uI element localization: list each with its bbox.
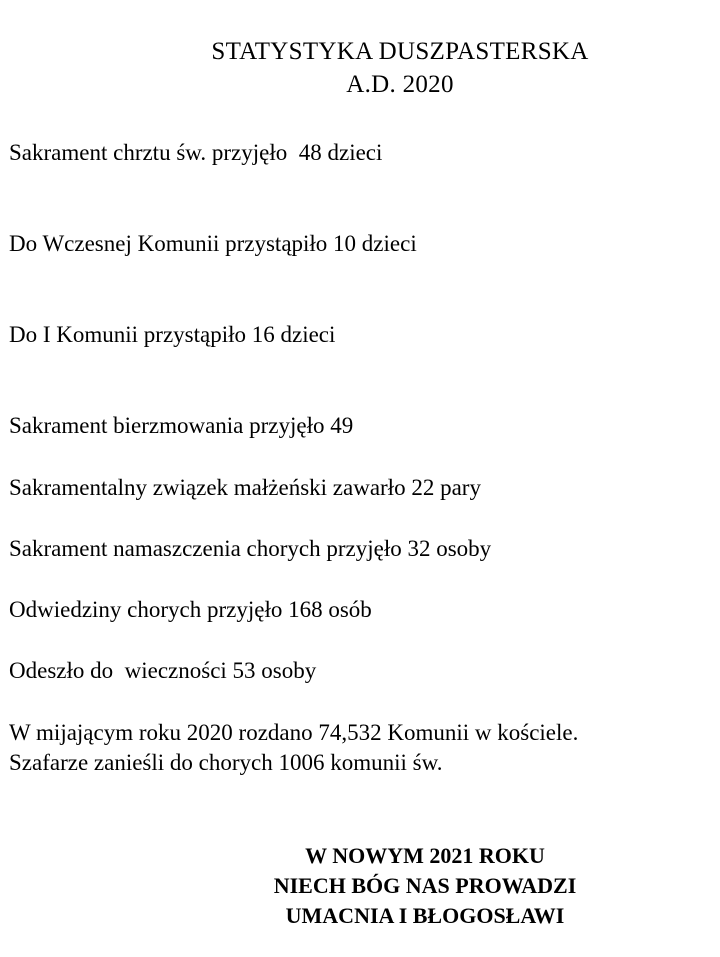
stat-communions-church: W mijającym roku 2020 rozdano 74,532 Komunii w kościele.	[9, 720, 579, 745]
stat-early-communion: Do Wczesnej Komunii przystąpiło 10 dzieci	[9, 231, 417, 256]
closing-line-3: UMACNIA I BŁOGOSŁAWI	[285, 903, 565, 928]
stat-communions-sick: Szafarze zanieśli do chorych 1006 komunii św.	[9, 750, 443, 775]
closing-line-2: NIECH BÓG NAS PROWADZI	[273, 873, 577, 898]
stat-baptism: Sakrament chrztu św. przyjęło 48 dzieci	[9, 140, 383, 165]
stat-confirmation: Sakrament bierzmowania przyjęło 49	[9, 413, 354, 438]
stat-marriage: Sakramentalny związek małżeński zawarło 22 pary	[9, 475, 481, 500]
document-year: A.D. 2020	[346, 71, 454, 98]
closing-line-1: W NOWYM 2021 ROKU	[305, 843, 545, 868]
document-title: STATYSTYKA DUSZPASTERSKA	[211, 38, 589, 65]
stat-first-communion: Do I Komunii przystąpiło 16 dzieci	[9, 322, 336, 347]
stat-sick-visits: Odwiedziny chorych przyjęło 168 osób	[9, 597, 372, 622]
stat-anointing: Sakrament namaszczenia chorych przyjęło 32 osoby	[9, 536, 492, 561]
stat-deaths: Odeszło do wieczności 53 osoby	[9, 658, 317, 683]
